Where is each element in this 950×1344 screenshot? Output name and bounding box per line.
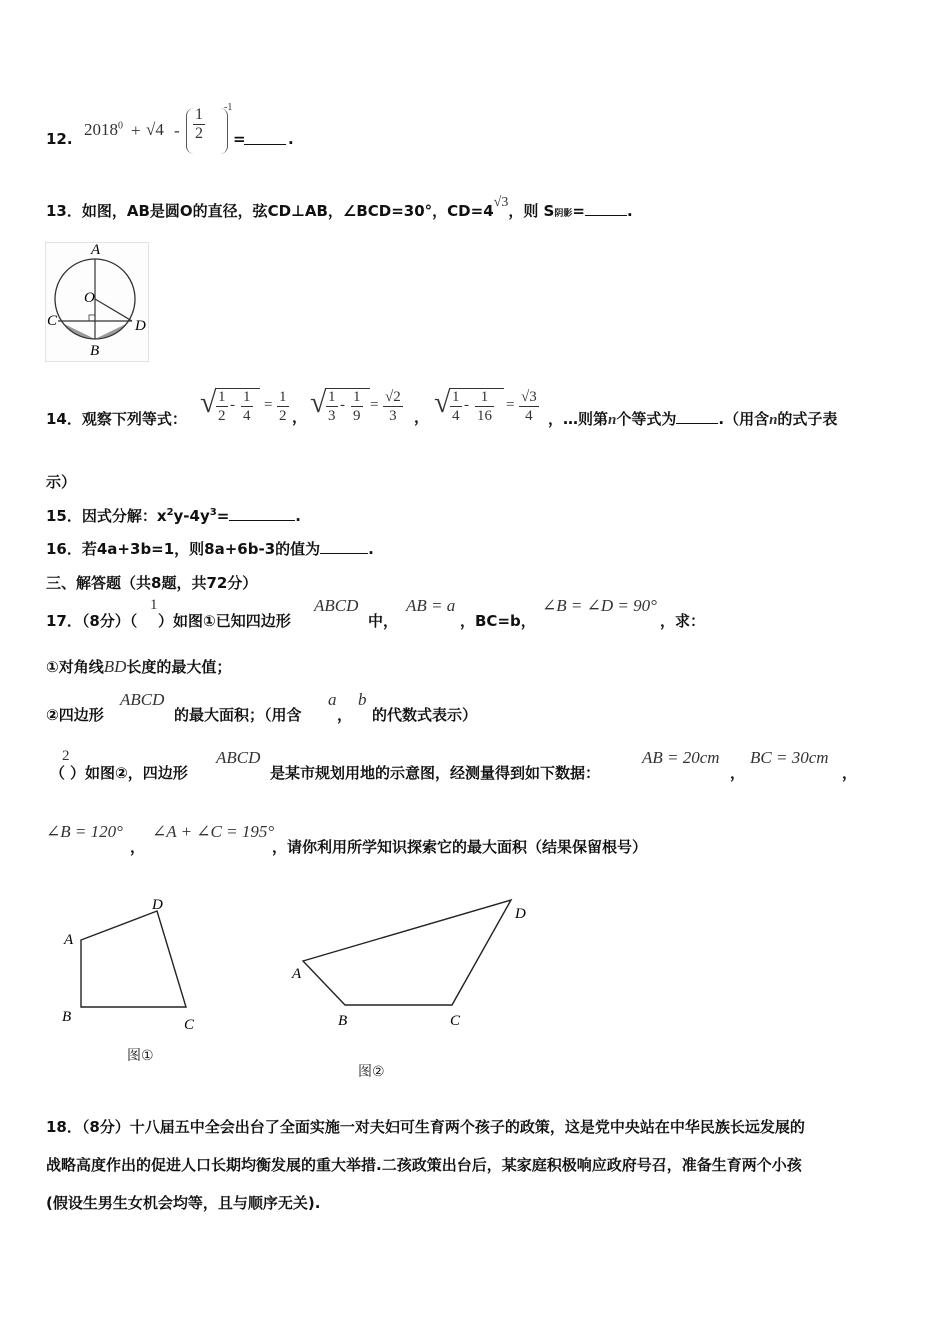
fig1-caption: 图① xyxy=(127,1048,154,1064)
question-18-line2: 战略高度作出的促进人口长期均衡发展的重大举措.二孩政策出台后，某家庭积极响应政府号召，准备生育两个小孩 xyxy=(46,1156,802,1174)
q14-tail: ，…则第n个等式为 .（用含n的式子表 xyxy=(548,410,838,428)
q12-fraction: $\frac{1}{2}$ xyxy=(195,106,203,142)
fig2-label-b: B xyxy=(338,1013,348,1029)
label-a: A xyxy=(91,243,101,258)
question-16: 16．若4a+3b=1，则8a+6b-3的值为 . xyxy=(46,540,374,558)
q12-plus: + xyxy=(131,121,141,140)
question-18-line1: 18．（8分）十八届五中全会出台了全面实施一对夫妇可生育两个孩子的政策，这是党中央站在中华民族长远发展的 xyxy=(46,1118,805,1136)
fig1-label-a: A xyxy=(64,932,74,948)
question-17-part2: ②四边形 ABCD 的最大面积；（用含 a ， b 的代数式表示） xyxy=(46,690,478,724)
question-13 xyxy=(46,195,633,221)
fig2-quadrilateral xyxy=(303,900,511,1005)
label-c: C xyxy=(47,313,58,329)
question-17-line1: 17．（8分）（ 1 ）如图①已知四边形 ABCD 中， AB = a ，BC=b， ∠B = ∠D = 90° ，求： xyxy=(46,596,706,630)
label-o: O xyxy=(84,290,95,306)
question-15: 15．因式分解：$x^2y-4y^3=$ . xyxy=(46,507,301,525)
q12-period: . xyxy=(288,130,294,148)
q13-text3: = xyxy=(572,202,585,220)
q12-minus: - xyxy=(174,121,180,140)
fig1-label-d: D xyxy=(152,897,163,913)
q13-sub: 阴影 xyxy=(554,209,573,219)
fig2-label-c: C xyxy=(450,1013,461,1029)
circle-diagram xyxy=(46,243,148,361)
fig1-label-c: C xyxy=(184,1017,195,1033)
question-17-part-2-line2: ∠B = 120° ， ∠A + ∠C = 195° ，请你利用所学知识探索它的最大面积（结果保留根号） xyxy=(46,822,648,856)
fig1-quadrilateral xyxy=(81,911,186,1007)
fig1-label-b: B xyxy=(62,1009,72,1025)
q13-text: 13．如图，AB是圆O的直径，弦CD⊥AB，∠BCD=30°，CD=4 xyxy=(46,202,494,220)
quadrilateral-figures xyxy=(40,890,600,1090)
q12-exponent: -1 xyxy=(224,102,233,113)
fig2-label-d: D xyxy=(515,906,526,922)
circle-figure xyxy=(45,242,149,362)
q13-answer-blank[interactable] xyxy=(585,201,627,216)
sqrt-sign: √ xyxy=(200,386,217,419)
q16-answer-blank[interactable] xyxy=(320,539,368,554)
section-heading: 三、解答题（共8题，共72分） xyxy=(46,574,258,592)
q15-answer-blank[interactable] xyxy=(229,506,295,521)
label-b: B xyxy=(90,343,100,359)
q12-equals: = xyxy=(233,130,246,148)
q14-lead: 14．观察下列等式： xyxy=(46,410,187,428)
question-14: 14．观察下列等式： √ $\frac{1}{2}$ - $\frac{1}{4}$ = $\frac{1}{2}$ ， √ $\frac{1}{3}$ - $\frac{1}{9}$ = $\frac{√2}{3}$ ， √ $\frac{1}{4}$ - $\frac{1}{16}$ = $\frac{√3}{4}$ ，…则第n个等式为 .（用含n的式子表 xyxy=(46,386,838,428)
fig2-caption: 图② xyxy=(358,1064,385,1080)
q12-answer-blank[interactable] xyxy=(244,130,286,145)
q12-term-2018: 2018$^0$ xyxy=(84,120,123,139)
fig2-label-a: A xyxy=(292,966,302,982)
question-17-part1: ①对角线BD长度的最大值； xyxy=(46,657,232,676)
q12-number: 12. xyxy=(46,130,73,148)
q14-answer-blank[interactable] xyxy=(676,409,718,424)
q12-sqrt4: √4 xyxy=(146,120,164,139)
question-17-part-2: （ 2 ）如图②，四边形 ABCD 是某市规划用地的示意图，经测量得到如下数据： AB = 20cm ， BC = 30cm ， xyxy=(50,748,858,782)
q14-wrap: 示） xyxy=(46,473,77,491)
q13-period: . xyxy=(626,202,633,220)
question-18-line3: (假设生男生女机会均等，且与顺序无关). xyxy=(46,1194,321,1212)
label-d: D xyxy=(135,318,146,334)
q13-root: √3 xyxy=(493,195,509,210)
q13-text2: ，则 S xyxy=(508,202,555,220)
